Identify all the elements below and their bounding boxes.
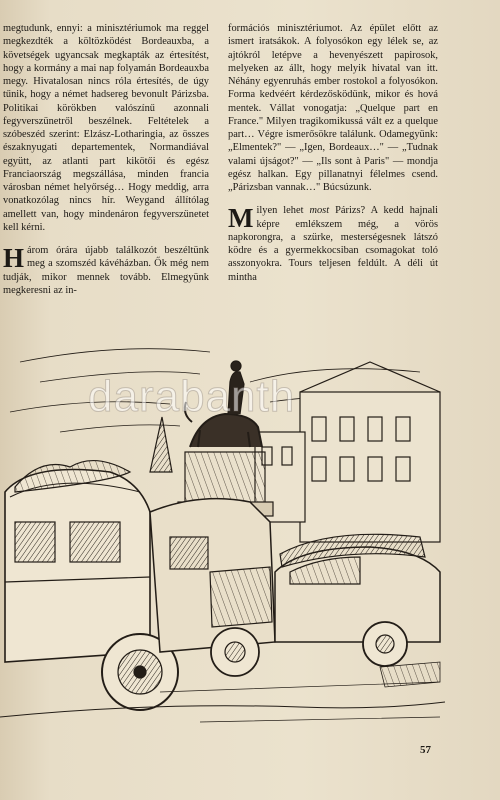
page-number: 57 [420,744,431,756]
left-paragraph-2 [3,244,209,297]
right-paragraph-1: formációs minisztériumot. Az épület előtt az ismert iratsákok. A folyosókon egy lélek se, az ajtókról letépve a hevenyészett papirosok, melyeken az állt, hogy melyik hivatal van itt. Néhány egyenruhás ember rostokol a folyosókon. Forma kedvéért kérdezősködünk, mikor és hová mentek. Vállat vonogatja: „Quelque part en France." Milyen tragikomikussá vált ez a quelque part… Végre ismerősökre találunk. Odamegyünk: „Elmentek?" — „Igen, Bordeaux…" — „Tudnak valami újságot?" — „Ils sont à Paris" — mondja egész halkan. Egy pillanatnyi félelmes csend. „Párizsban vannak…" Búcsúzunk. [228,23,438,193]
emphasized-word: most [309,205,330,217]
street-scene-illustration [0,322,445,742]
watermark-text: darabanth [88,372,296,421]
left-paragraph-2-text: árom órára újabb találkozót beszéltünk meg a szomszéd kávéházban. Ők még nem tudják, mikor mennek tovább. Elmegyünk megkeresni az in- [3,245,209,296]
left-paragraph-1: megtudunk, ennyi: a minisztériumok ma reggel megkezdték a költözködést Bordeauxba, a követségek ugyancsak megkapták az értesítést, hogy a kormány a mai nap folyamán Bordeauxba megy. Hivatalosan nincs róla értesítés, de úgy tűnik, hogy a német hadsereg bevonult Párizsba. Politikai körökben valószínű azonnali fegyverszünetről beszélnek. Feltételek a szóbeszéd szerint: Elzász-Lotharingia, az összes északnyugati departementek, Normandiával együtt, az atlanti part kikötői és egész Franciaország megszállása, minden francia városban német helyőrség… Hogy meddig, arra vonatkozólag nincs hír. Weygand állítólag amellett van, hogy mindenáron fegyverszünetet kell kérni. [3,23,209,233]
drop-cap: H [3,243,25,273]
right-text-column [228,22,438,284]
right-paragraph-2 [228,204,438,284]
right-paragraph-2-rest: Párizs? A kedd hajnali képre emlékszem még, a vörös napkorongra, a szürke, mesterségesnek látszó ködre és a gyermekkocsiban csomagokat toló asszonyokra. Tours teljesen feldúlt. A déli út mintha [228,205,438,283]
drop-cap: M [228,203,254,234]
right-paragraph-2-text: ilyen lehet [256,205,310,217]
left-text-column [3,22,209,297]
